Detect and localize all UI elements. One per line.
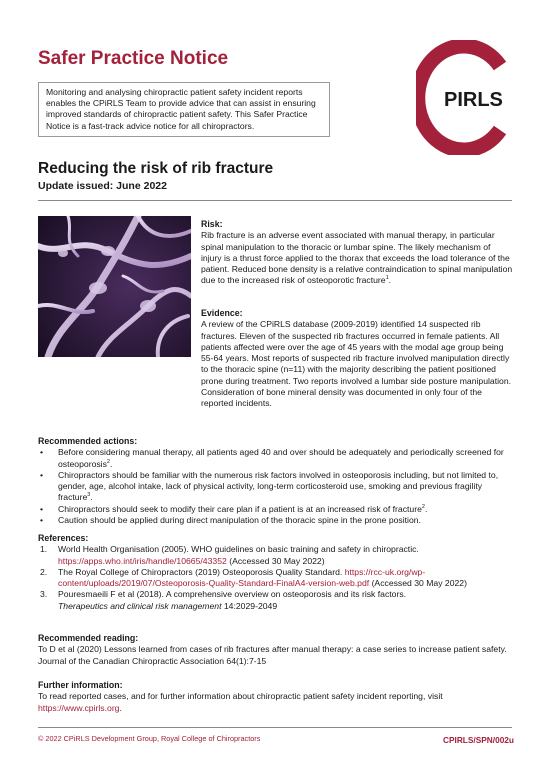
bone-microscopy-image bbox=[38, 216, 191, 357]
reference-link[interactable]: https://rcc-uk.org/wp-content/uploads/2019/07/Osteoporosis-Quality-Standard-FinalA4-version-web.pdf bbox=[58, 566, 426, 589]
references-section bbox=[38, 533, 514, 612]
notice-title: Safer Practice Notice bbox=[38, 48, 229, 69]
recommended-actions-heading: Recommended actions: bbox=[38, 436, 138, 446]
cpirls-logo bbox=[416, 40, 516, 155]
further-information-heading: Further information: bbox=[38, 680, 123, 690]
list-item: • Caution should be applied during direct manipulation of the thoracic spine in the prone position. bbox=[40, 515, 421, 526]
evidence-text: A review of the CPiRLS database (2009-2019) identified 14 suspected rib fractures. Eleven of the suspected rib fractures occurred in female patients. All patients affected were over the age of 45 years with the modal age group being 55-64 years. Most reports of suspected rib fracture involved manipulation directly to the thoracic spine (n=11) with the majority describing the patient positioned prone during treatment. Two reports involved a lumbar side posture manipulation. Consideration of bone mineral density was documented in only four of the reported incidents. bbox=[201, 319, 512, 409]
recommended-reading-section bbox=[38, 633, 514, 667]
reference-item: 1. World Health Organisation (2005). WHO guidelines on basic training and safety in chiropractic. https://apps.who.int/iris/handle/10665/43352 (Accessed 30 May 2022) bbox=[40, 544, 419, 566]
reference-link[interactable]: https://apps.who.int/iris/handle/10665/43352 bbox=[58, 555, 227, 566]
evidence-heading: Evidence: bbox=[201, 308, 243, 318]
reference-item: 2. The Royal College of Chiropractors (2019) Osteoporosis Quality Standard. https://rcc-uk.org/wp-content/uploads/2019/07/Osteoporosis-Quality-Standard-FinalA4-version-web.pdf (Accessed 30 May 2022) bbox=[40, 566, 467, 589]
recommended-reading-heading: Recommended reading: bbox=[38, 633, 139, 643]
update-date: Update issued: June 2022 bbox=[38, 180, 167, 192]
reading-text: To D et al (2020) Lessons learned from cases of rib fractures after manual therapy: a case series to increase patient safety. Journal of the Canadian Chiropractic Association 64(1):7-15 bbox=[38, 644, 507, 666]
recommended-actions-section bbox=[38, 436, 514, 526]
footer-divider bbox=[38, 727, 512, 728]
website-link[interactable]: https://www.cpirls.org bbox=[38, 702, 120, 713]
reference-item: 3. Pouresmaeili F et al (2018). A comprehensive overview on osteoporosis and its risk factors. Therapeutics and clinical risk management 14:2029-2049 bbox=[40, 589, 407, 611]
list-item: • Chiropractors should seek to modify their care plan if a patient is at an increased risk of fracture$^2$. bbox=[40, 503, 428, 514]
logo-text: PIRLS bbox=[444, 89, 503, 111]
risk-section bbox=[201, 219, 513, 287]
list-item: • Before considering manual therapy, all patients aged 40 and over should be adequately and periodically screened for osteoporosis$^2$. bbox=[40, 447, 504, 469]
headline: Reducing the risk of rib fracture bbox=[38, 160, 274, 177]
references-heading: References: bbox=[38, 533, 89, 543]
list-item: • Chiropractors should be familiar with the numerous risk factors involved in osteoporosis including, but not limited to, gender, age, alcohol intake, lack of physical activity, long-term corticosteroid use, smoking and previous fragility fracture$^3$. bbox=[40, 469, 499, 503]
further-text: To read reported cases, and for further information about chiropractic patient safety incident reporting, visit https://www.cpirls.org. bbox=[38, 691, 443, 713]
risk-heading: Risk: bbox=[201, 219, 223, 229]
evidence-section bbox=[201, 308, 513, 410]
further-information-section bbox=[38, 680, 514, 714]
divider bbox=[38, 200, 512, 201]
intro-box: Monitoring and analysing chiropractic patient safety incident reports enables the CPiRLS Team to provide advice that can assist in ensuring improved standards of chiropractic patient safety. This Safer Practice Notice is a fast-track advice notice for all chiropractors. bbox=[38, 82, 330, 137]
footer-reference-code: CPIRLS/SPN/002u bbox=[442, 735, 514, 745]
risk-text: Rib fracture is an adverse event associated with manual therapy, in particular spinal manipulation to the thoracic or lumbar spine. The likely mechanism of injury is a thrust force applied to the thorax that exceeds the load tolerance of the patient. Reduced bone density is a relative contraindication to spinal manipulation due to the increased risk of osteoporotic fracture$^1$. bbox=[201, 230, 513, 286]
footer-copyright: © 2022 CPiRLS Development Group, Royal College of Chiropractors bbox=[38, 734, 261, 743]
